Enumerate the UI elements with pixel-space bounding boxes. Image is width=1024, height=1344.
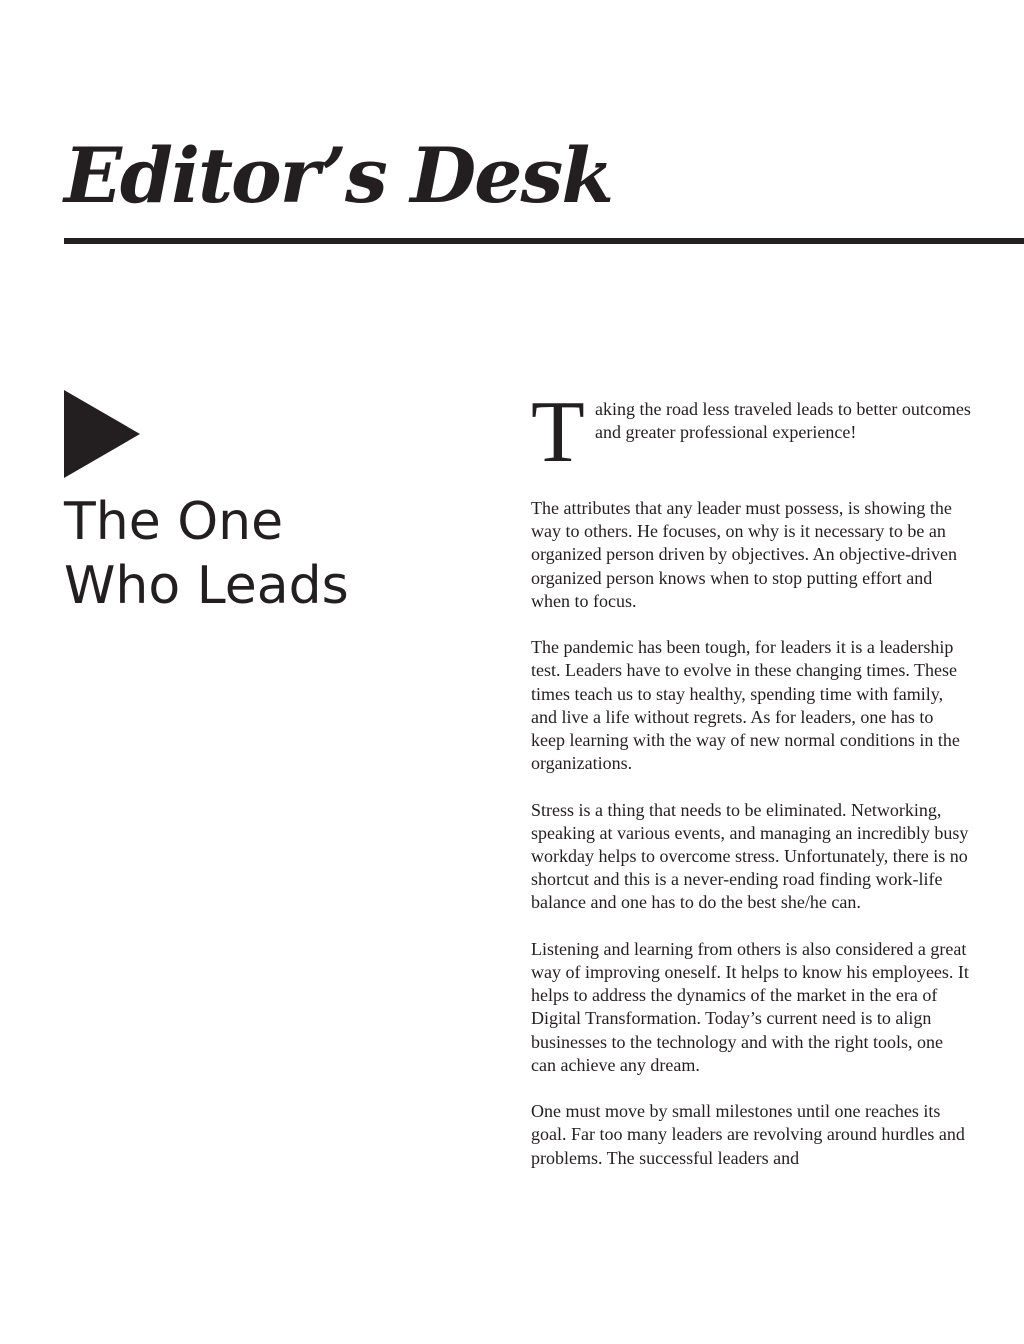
lead-paragraph (531, 384, 971, 481)
article-paragraph: One must move by small milestones until one reaches its goal. Far too many leaders are revolving around hurdles and problems. The successful leaders and (531, 1101, 965, 1168)
article-paragraph: The attributes that any leader must possess, is showing the way to others. He focuses, on why is it necessary to be an organized person driven by objectives. An objective-driven organized person knows when to stop putting effort and when to focus. (531, 498, 958, 611)
section-title-line-2: Who Leads (64, 556, 349, 616)
masthead-rule (64, 238, 1024, 244)
section-title (64, 490, 464, 618)
section-title-line-1: The One (64, 492, 284, 552)
masthead-title: Editor’s Desk (64, 131, 612, 220)
article-paragraph: The pandemic has been tough, for leaders it is a leadership test. Leaders have to evolve in these changing times. These times teach us to stay healthy, spending time with family, and live a life without regrets. As for leaders, one has to keep learning with the way of new normal conditions in the organizations. (531, 637, 960, 774)
article-paragraph: Stress is a thing that needs to be eliminated. Networking, speaking at various events, and managing an incredibly busy workday helps to overcome stress. Unfortunately, there is no shortcut and this is a never-ending road finding work-life balance and one has to do the best she/he can. (531, 799, 969, 913)
play-triangle-icon (64, 390, 140, 478)
lead-text: aking the road less traveled leads to better outcomes and greater professional experience! (595, 399, 971, 443)
article-body (531, 384, 971, 1193)
article-paragraph: Listening and learning from others is also considered a great way of improving oneself. It helps to know his employees. It helps to address the dynamics of the market in the era of Digital Transformation. Today’s current need is to align businesses to the technology and with the right tools, one can achieve any dream. (531, 938, 969, 1075)
drop-cap: T (531, 384, 585, 481)
